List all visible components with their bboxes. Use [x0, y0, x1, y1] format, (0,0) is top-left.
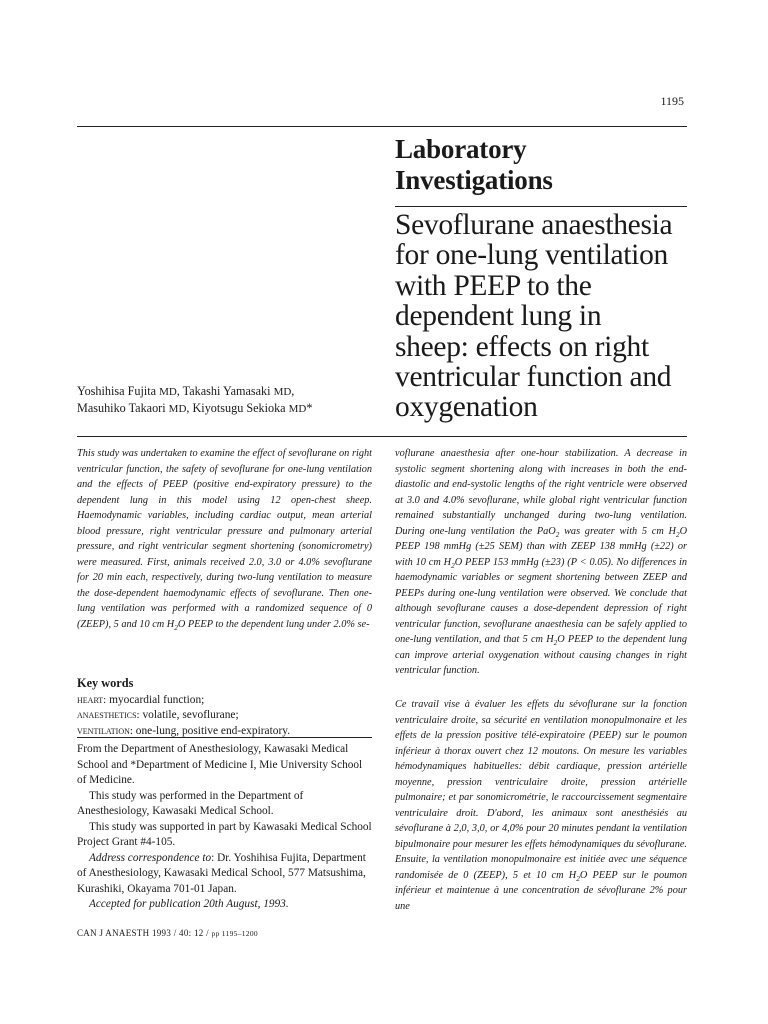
author-separator: ,	[176, 384, 183, 398]
author-degree: MD	[168, 402, 187, 415]
abstract-paragraph: voflurane anaesthesia after one-hour stabilization. A decrease in systolic segment shortening along with increases in both the end-diastolic and end-systolic lengths of the right ventricle were observed at 3.0 and 4.0% sevoflurane, while global right ventricular function remained substantially unchanged during two-lung ventilation. During one-lung ventilation the PaO$_2$ was greater with 5 cm $H_2O$ PEEP 198 mmHg (±25 SEM) than with ZEEP 138 mmHg (±22) or with 10 cm $H_2O$ PEEP 153 mmHg (±23) (P < 0.05). No differences in haemodynamic variables or segment shortening between ZEEP and PEEPs during one-lung ventilation were observed. We conclude that although sevoflurane causes a dose-dependent depression of right ventricular function, sevoflurane anaesthesia can be safely applied to one-lung ventilation, and that 5 cm $H_2O$ PEEP to the dependent lung can improve arterial oxygenation without causing changes in right ventricular function.	[395, 448, 687, 676]
title-line: Sevoflurane anaesthesia	[395, 209, 673, 241]
title-rule	[395, 206, 687, 207]
author-line	[77, 401, 377, 418]
affiliation-paragraph: From the Department of Anesthesiology, Kawasaki Medical School and *Department of Medicine I, Mie University School of Medicine.	[77, 743, 363, 786]
affiliation-paragraph: This study was performed in the Department of Anesthesiology, Kawasaki Medical School.	[77, 789, 304, 817]
abstract-right-column	[395, 446, 687, 679]
keywords-title: Key words	[77, 676, 134, 690]
author-name: Takashi Yamasaki	[182, 384, 271, 398]
article-title	[395, 210, 695, 423]
abstract-left-column	[77, 446, 372, 632]
keyword-line: anaesthetics: volatile, sevoflurane;	[77, 709, 239, 721]
affiliation-notes	[77, 742, 372, 913]
journal-citation: CAN J ANAESTH 1993 / 40: 12 /	[77, 928, 212, 938]
author-degree: MD	[159, 386, 177, 398]
author-star: *	[306, 400, 313, 415]
affiliation-paragraph: This study was supported in part by Kawasaki Medical School Project Grant #4-105.	[77, 820, 372, 848]
author-name: Yoshihisa Fujita	[77, 384, 157, 398]
journal-footer	[77, 928, 377, 938]
title-line: dependent lung in	[395, 300, 602, 333]
title-line: for one-lung ventilation	[395, 239, 668, 272]
author-degree: MD	[273, 386, 292, 398]
resume-paragraph	[395, 697, 687, 914]
page-range: pp 1195–1200	[211, 929, 258, 938]
title-line: sheep: effects on right	[395, 330, 649, 363]
correspondence-address: Address correspondence to: Dr. Yoshihisa Fujita, Department of Anesthesiology, Kawasaki Medical School, 577 Matsushima, Kurashiki, Okayama 701-01 Japan.	[77, 851, 366, 895]
abstract-rule	[77, 436, 687, 437]
keywords-rule	[77, 737, 372, 738]
accepted-date: Accepted for publication 20th August, 1993.	[89, 898, 289, 910]
author-degree: MD	[288, 402, 307, 415]
page-number: 1195	[660, 94, 684, 108]
keyword-line: heart: myocardial function;	[77, 693, 205, 706]
section-title-line: Laboratory	[395, 134, 527, 164]
author-separator: ,	[291, 384, 295, 398]
abstract-paragraph: This study was undertaken to examine the effect of sevoflurane on right ventricular function, the safety of sevoflurane for one-lung ventilation and the effects of PEEP (positive end-expiratory pressure) to the dependent lung in this model using 12 open-chest sheep. Haemodynamic variables, including cardiac output, mean arterial blood pressure, right ventricular pressure and pulmonary arterial pressure, and right ventricular segment shortening (sonomicrometry) were measured. First, animals received 2.0, 3.0 or 4.0% sevoflurane for 20 min each, respectively, during two-lung ventilation to measure the dose-dependent haemodynamic effects of sevoflurane. Then one-lung ventilation was performed with a randomized sequence of 0 (ZEEP), 5 and 10 cm $H_2O$ PEEP to the dependent lung under 2.0% se-	[77, 448, 372, 632]
keywords	[77, 676, 372, 739]
section-title	[395, 134, 695, 196]
section-title-line: Investigations	[395, 165, 553, 195]
author-name: Masuhiko Takaori	[77, 400, 166, 415]
resume-text: Ce travail vise à évaluer les effets du sévoflurane sur la fonction ventriculaire droite, sa sécurité en ventilation monopulmonaire et les effets de la pression positive télé-expiratoire (PEEP) sur le poumon inférieur à thorax ouvert chez 12 moutons. On mesure les variables hémodynamiques habituelles: débit cardiaque, pression artérielle moyenne, pression ventriculaire droite, pression artérielle pulmonaire; et par sonomicrométrie, le raccourcissement segmentaire ventriculaire droit. D'abord, les animaux sont anesthésiés au sévoflurane à 2,0, 3,0, or 4,0% pour 20 minutes pendant la ventilation bipulmonaire pour mesurer les effets hémodynamiques du sévoflurane. Ensuite, la ventilation monopulmonaire est initiée avec une séquence randomisée de 0 (ZEEP), 5 et 10 cm $H_2O$ PEEP sur le poumon inférieur et maintenue à une concentration de sévoflurane 2% pour une	[395, 699, 687, 912]
author-name: Kiyotsugu Sekioka	[192, 400, 286, 415]
author-list	[77, 384, 377, 417]
title-line: oxygenation	[395, 391, 538, 424]
top-rule	[77, 126, 687, 127]
keyword-line: ventilation: one-lung, positive end-expiratory.	[77, 724, 291, 737]
title-line: with PEEP to the	[395, 269, 592, 302]
author-line	[77, 384, 377, 401]
author-separator: ,	[186, 400, 193, 415]
title-line: ventricular function and	[395, 361, 672, 394]
